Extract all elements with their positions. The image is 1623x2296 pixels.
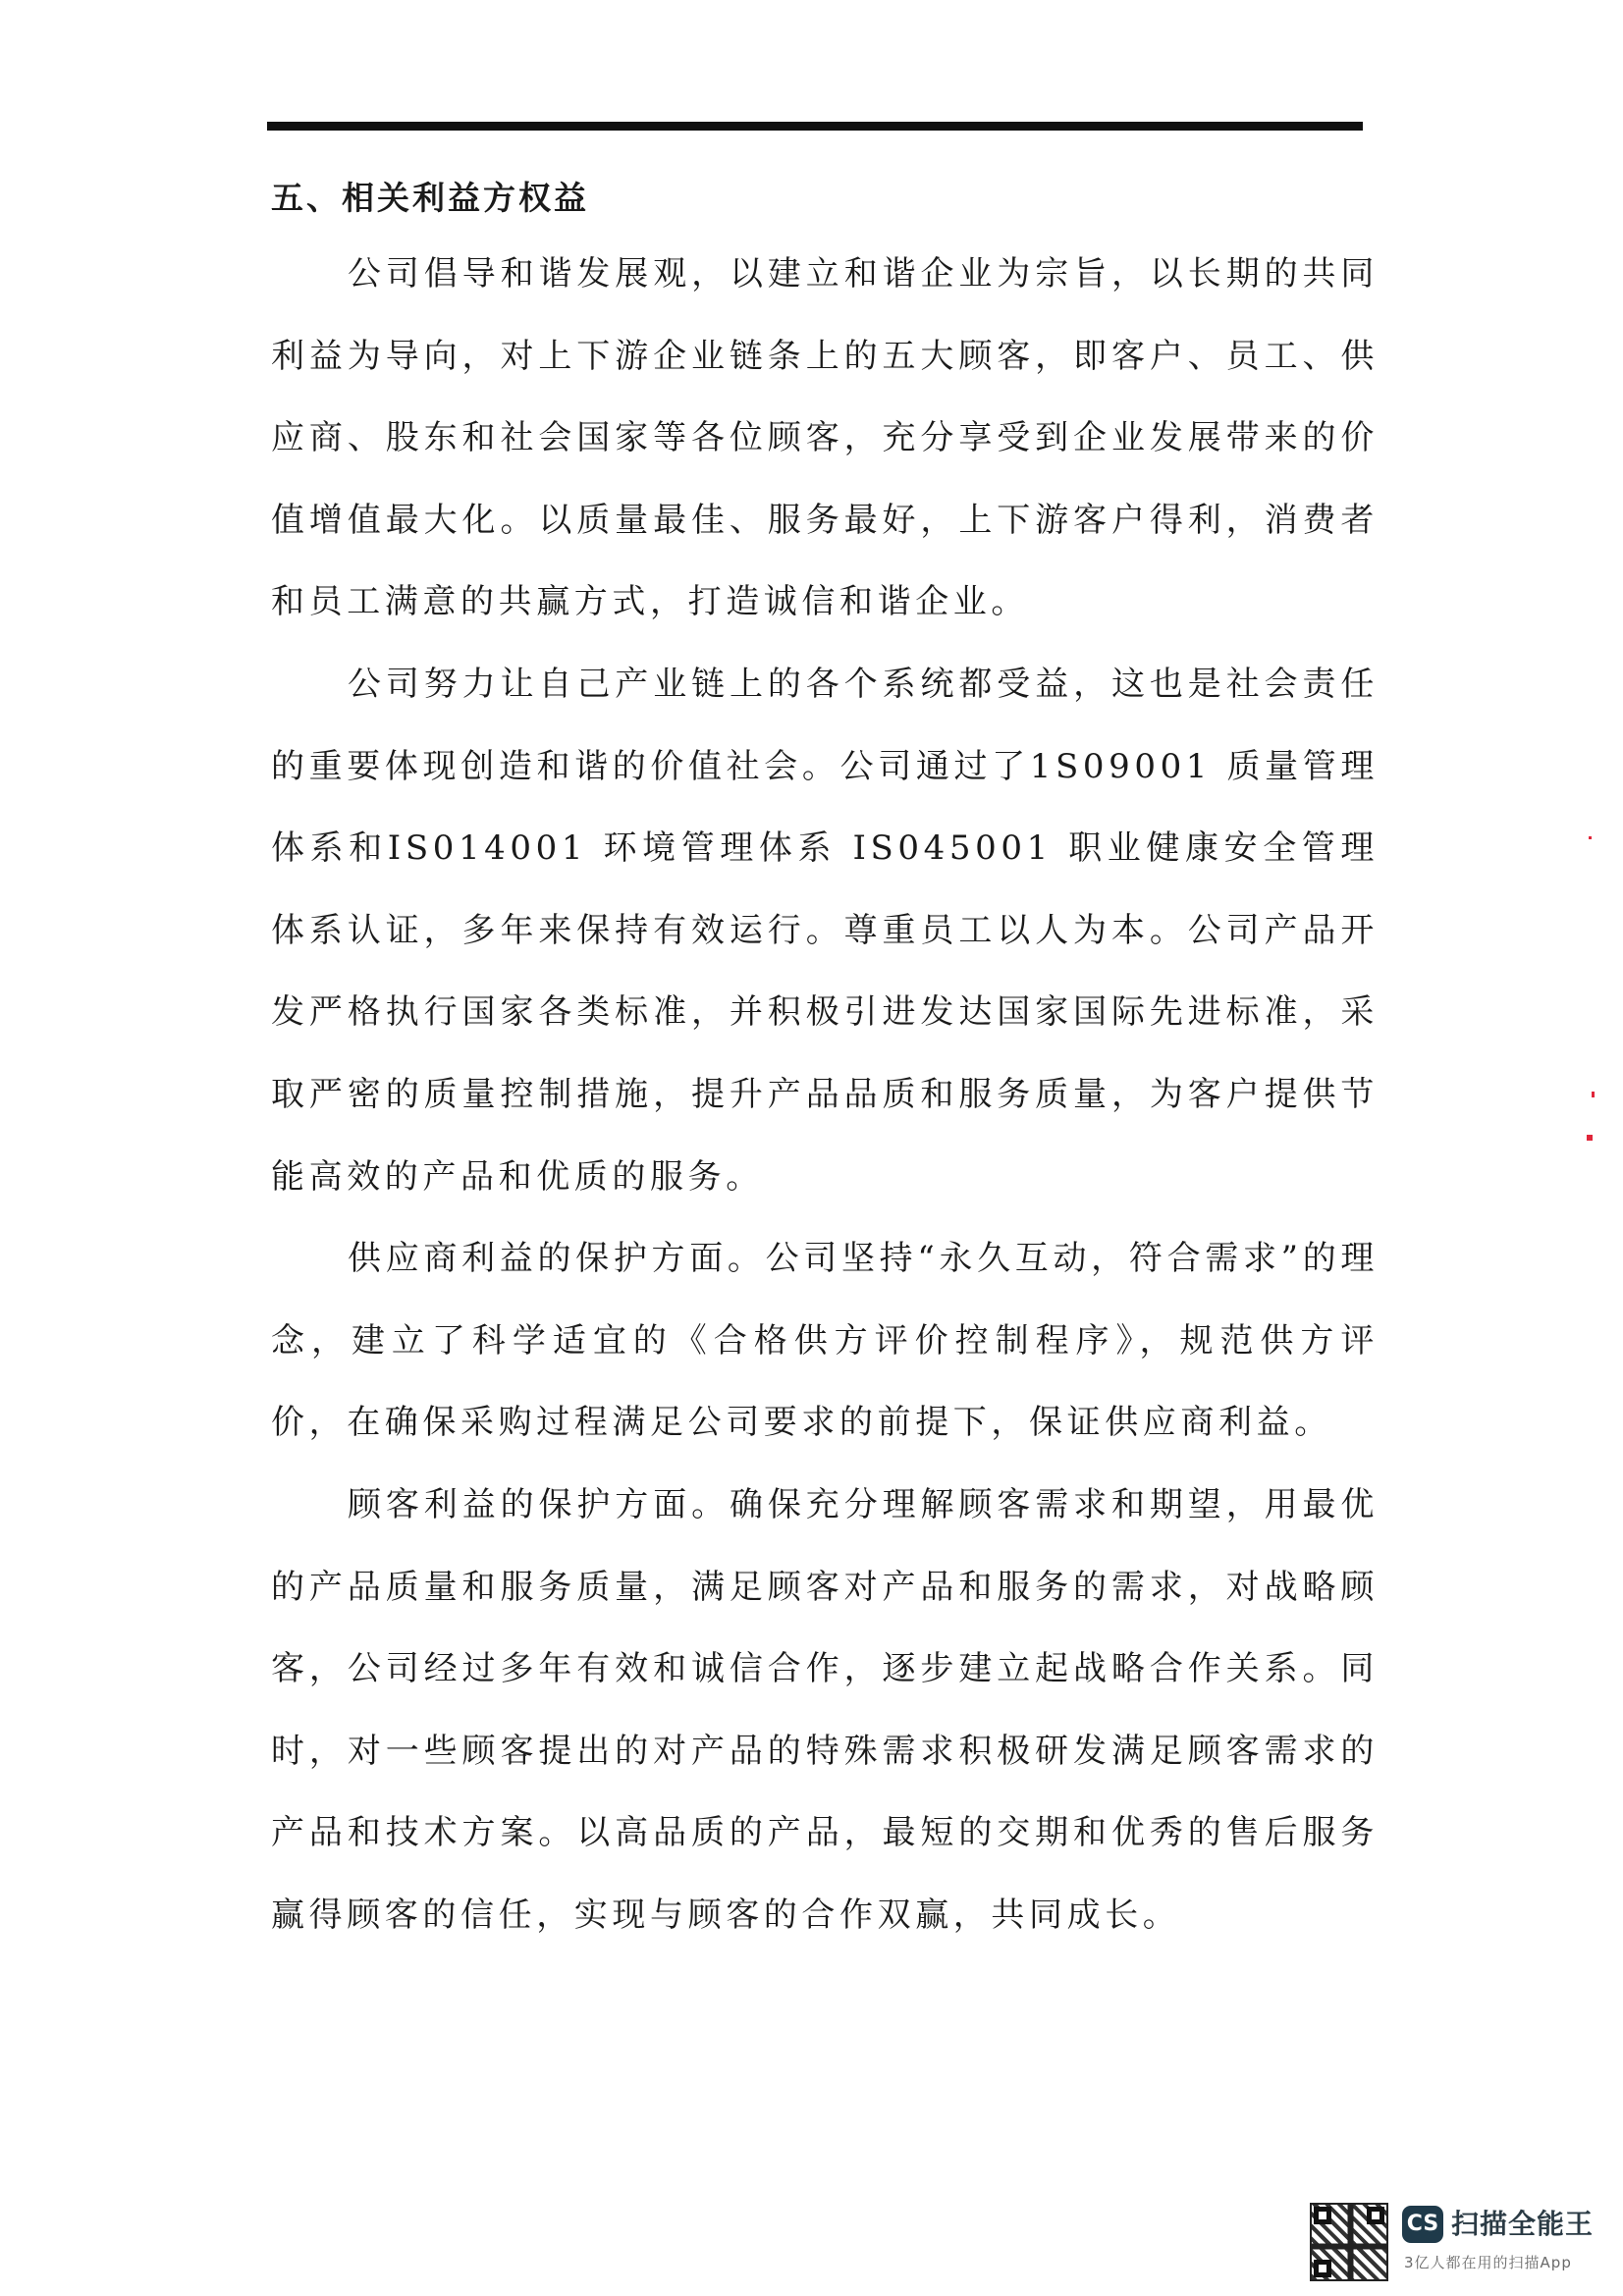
paragraph-harmonious-development: 公司倡导和谐发展观，以建立和谐企业为宗旨，以长期的共同利益为导向，对上下游企业链条上的五大顾客，即客户、员工、供应商、股东和社会国家等各位顾客，充分享受到企业发展带来的价值增值最大化。以质量最佳、服务最好，上下游客户得利，消费者和员工满意的共赢方式，打造诚信和谐企业。: [271, 254, 1379, 622]
scan-mark-dot: [1587, 1135, 1593, 1141]
header-rule: [267, 122, 1363, 131]
paragraph-customer-interests: 顾客利益的保护方面。确保充分理解顾客需求和期望，用最优的产品质量和服务质量，满足顾客对产品和服务的需求，对战略顾客，公司经过多年有效和诚信合作，逐步建立起战略合作关系。同时，对一些顾客提出的对产品的特殊需求积极研发满足顾客需求的产品和技术方案。以高品质的产品，最短的交期和优秀的售后服务赢得顾客的信任，实现与顾客的合作双赢，共同成长。: [271, 1484, 1379, 1935]
app-tagline: 3亿人都在用的扫描App: [1404, 2254, 1572, 2271]
qr-code-icon: [1310, 2203, 1388, 2281]
paragraph-industry-chain: 公司努力让自己产业链上的各个系统都受益，这也是社会责任的重要体现创造和谐的价值社会。公司通过了1S09001 质量管理体系和IS014001 环境管理体系 IS045001 职业健康安全管理体系认证，多年来保持有效运行。尊重员工以人为本。公司产品开发严格执行国家各类标准，并积极引进发达国家国际先进标准，采取严密的质量控制措施，提升产品品质和服务质量，为客户提供节能高效的产品和优质的服务。: [271, 664, 1379, 1197]
qr-finder-icon: [1314, 2207, 1331, 2224]
camscanner-logo-icon: CS: [1402, 2206, 1443, 2243]
document-body: [271, 163, 1379, 1956]
qr-finder-icon: [1367, 2207, 1384, 2224]
scan-mark-dot: [1589, 836, 1592, 839]
scan-mark-dot: [1592, 1092, 1595, 1097]
section-heading: 五、相关利益方权益: [271, 179, 589, 217]
paragraph-supplier-interests: 供应商利益的保护方面。公司坚持“永久互动，符合需求”的理念，建立了科学适宜的《合格供方评价控制程序》，规范供方评价，在确保采购过程满足公司要求的前提下，保证供应商利益。: [271, 1239, 1379, 1443]
app-name: 扫描全能王: [1451, 2208, 1595, 2240]
qr-finder-icon: [1314, 2260, 1331, 2277]
